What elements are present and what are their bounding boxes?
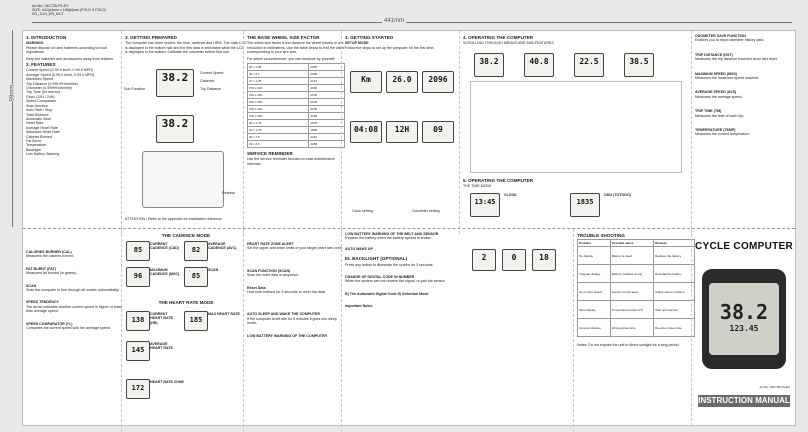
width-dimension (32, 22, 792, 23)
table-row (578, 247, 695, 265)
feature-item: Current Speed (0-99.9 km/h, 0-99.9 MPH) (26, 68, 93, 73)
code-lcd (472, 249, 496, 271)
hr-label: AVERAGE HEART RATE (150, 342, 173, 351)
bottom-panel (23, 228, 795, 426)
manual-sheet (22, 30, 796, 426)
table-cell: 20 x 1.75 (248, 120, 309, 127)
warning-item: Please dispose of used batteries according to local regulations. (26, 45, 107, 55)
belt-battery-text: Replace the battery when the battery symbol is shown. (345, 236, 433, 241)
feature-item: Low Battery Warning (26, 152, 60, 157)
sleep-heading: AUTO SLEEP AND WAKE THE COMPUTER (247, 312, 321, 317)
feature-item: Auto Start / Stop (26, 108, 53, 113)
code-lcd-value: 18 (539, 253, 549, 262)
clock-label: CLOCK (504, 193, 517, 197)
intro-heading: 1. INTRODUCTION (26, 35, 67, 40)
troubleshooting-column (573, 229, 698, 432)
mount-diagram (142, 151, 224, 208)
cadence-lcd (126, 267, 150, 287)
service-text: Use the service reminder function to track maintenance intervals. (247, 157, 335, 166)
code-lcd (502, 249, 526, 271)
reset-text: Hold both buttons for 3 seconds to reset trip data. (247, 290, 326, 295)
cover-device-screen (709, 283, 780, 355)
cadence-lcd (126, 241, 150, 261)
max-speed-text: Measures the maximum speed reached. (695, 76, 760, 81)
avg-speed-heading: AVERAGE SPEED (AVS) (695, 90, 737, 95)
cover-art-number: Art.No.: MC735-FS-EX (759, 385, 790, 389)
top-panel (23, 31, 795, 228)
feature-item: Fat Burnt (26, 138, 41, 143)
prepared-column (121, 31, 250, 234)
scan-function-heading: SCAN FUNCTION (SCAN) (247, 268, 291, 273)
setup-lcd-value: 12H (394, 125, 410, 134)
table-cell: Sensor too far away (610, 283, 653, 301)
flow-diagram (470, 81, 682, 173)
table-row (248, 106, 345, 113)
operating-column (459, 31, 698, 234)
hr-lcd (126, 311, 150, 331)
table-row (248, 71, 345, 78)
attention-note: ATTENTION ! Refer to the appendix for installation reference (125, 217, 222, 221)
setup-caption: Odometer setting (412, 209, 440, 213)
operating-sub: SCROLLING THROUGH MENUS AND SUB-FEATURES (463, 41, 554, 46)
hr-lcd-value: 145 (131, 346, 145, 354)
table-row (248, 134, 345, 141)
hr-label: HEART RATE ZONE (150, 380, 184, 384)
flow-lcd-value: 40.8 (529, 57, 549, 66)
backlight-text: Press any button to illuminate the screen for 3 seconds. (345, 262, 434, 267)
hr-heading: THE HEART RATE MODE (158, 300, 214, 305)
fat-heading: FAT BURNT (FAT) (26, 266, 57, 271)
temperature-text: Measures the current temperature. (695, 132, 751, 137)
trouble-heading: TROUBLE SHOOTING (577, 233, 625, 238)
table-cell: 700 x 25C (248, 92, 309, 99)
feature-item: Calories Burned (26, 134, 52, 139)
setup-lcd (386, 71, 418, 93)
warning-item: Keep the batteries and accessories away from children. (26, 56, 115, 61)
clock-lcd-value: 13:45 (474, 198, 496, 206)
flow-lcd (474, 53, 504, 77)
flow-lcd (574, 53, 604, 77)
table-row (248, 127, 345, 134)
wheel-text: The wheel size factor is the distance the wheel travels in one revolution in millimetres. Use the table below to find the value corresponding to your tyre size. (247, 41, 345, 55)
cadence-heading: THE CADENCE MODE (161, 233, 211, 238)
code-lcd (532, 249, 556, 271)
table-cell: 2161 (309, 78, 345, 85)
table-cell: Irregular display (578, 265, 611, 283)
feature-item: Clock (12H / 24H) (26, 94, 55, 99)
table-cell: 2155 (309, 106, 345, 113)
table-cell: 700 x 23C (248, 85, 309, 92)
odo-lcd (570, 193, 600, 217)
trip-time-text: Measures the time of each trip. (695, 113, 745, 118)
table-header-row (578, 240, 695, 247)
cover-title: CYCLE COMPUTER (694, 241, 794, 252)
prepared-lcd2-value: 38.2 (161, 117, 189, 130)
backlight-heading: EL BACKLIGHT (OPTIONAL) (345, 256, 408, 262)
hr-lcd (184, 311, 208, 331)
lowbat-heading: LOW BATTERY WARNING OF THE COMPUTER (247, 333, 327, 338)
table-cell: Wrong wheel size (610, 319, 653, 337)
hr-label: CURRENT HEART RATE (HR) (150, 312, 173, 325)
hr-label: MAX HEART RATE (208, 312, 240, 316)
auto-digital-heading: B) The Automatic Digital Code ID Selection Mode (345, 291, 429, 296)
feature-item: Trip Distance (0-999.99 km/mile) (26, 81, 78, 86)
cadence-label: SCAN (208, 268, 219, 272)
scan-function-text: Scan the main data in sequence. (247, 273, 300, 278)
trouble-table (577, 239, 695, 337)
features-heading: 2. FEATURES (26, 62, 56, 68)
prepared-lcd-second (156, 115, 194, 143)
flow-lcd (524, 53, 554, 77)
feature-item: Maximum Speed (26, 77, 53, 82)
height-dimension (12, 30, 13, 227)
table-cell: Battery is dead (610, 247, 653, 265)
time-mode-label: THE TIME MODE (463, 184, 492, 188)
warning-label: WARNING (26, 41, 44, 46)
table-cell: 2136 (309, 99, 345, 106)
code-lcd-value: 2 (481, 253, 487, 262)
table-row (248, 120, 345, 127)
table-cell: Battery installed wrong (610, 265, 653, 283)
table-row (578, 283, 695, 301)
prepared-heading: 3. GETTING PREPARED (125, 35, 177, 40)
callout-label: Current Speed (200, 71, 224, 75)
table-cell: 2105 (309, 92, 345, 99)
setup-lcd-value: Km (361, 75, 371, 84)
table-cell: Replace the battery (654, 247, 695, 265)
callout-label: Trip Distance (200, 87, 222, 91)
operating-heading: 4. OPERATING THE COMPUTER (463, 35, 534, 40)
speed-tendency-text: The arrow indicates whether current speed is higher or lower than average speed. (26, 304, 123, 314)
temperature-heading: TEMPERATURE (TEMP) (695, 128, 736, 133)
feature-item: Scan function (26, 103, 48, 108)
hr-alert-heading: HEART RATE ZONE ALERT (247, 242, 294, 246)
clock-lcd (470, 193, 500, 217)
odo-label: ODO (TOTODO) (604, 193, 631, 197)
calories-heading: CALORIES BURNED (CAL) (26, 250, 72, 254)
feature-item: Odometer (0-99999 km/mile) (26, 86, 72, 91)
feature-item: Total Distance (26, 112, 49, 117)
cadence-label: MAXIMUM CADENCE (MXC) (150, 268, 180, 277)
feature-item: Average Heart Rate (26, 125, 58, 130)
hr-lcd-value: 185 (189, 316, 203, 324)
setup-lcd (350, 71, 382, 93)
battery-column (341, 229, 580, 432)
wheel-heading: THE BASE WHEEL SIZE FACTOR (247, 35, 320, 40)
table-row (578, 265, 695, 283)
callout-label: Sub Function (124, 87, 146, 91)
height-dimension-label: 99mm (9, 84, 16, 102)
table-cell: Incorrect display (578, 319, 611, 337)
extra-functions-column (23, 229, 127, 432)
hr-alert-text: Set the upper and lower limits of your target heart rate zone. (247, 246, 343, 251)
prepared-lcd-value: 38.2 (161, 71, 189, 84)
speed-tendency-heading: SPEED TENDENCY (26, 300, 59, 305)
table-cell: 700 x 38C (248, 113, 309, 120)
functions-column (691, 31, 802, 234)
started-column (341, 31, 466, 234)
trip-distance-heading: TRIP DISTANCE (DST) (695, 52, 733, 57)
setup-lcd (350, 121, 382, 143)
flow-lcd-value: 38.5 (629, 57, 649, 66)
setup-label: SETUP MODE (345, 41, 369, 46)
table-cell: 29 x 2.1 (248, 141, 309, 148)
trip-distance-text: Measures the trip distance travelled since last reset. (695, 57, 778, 62)
table-row (578, 319, 695, 337)
section5-heading: 5. OPERATING THE COMPUTER (463, 178, 534, 183)
setup-lcd (386, 121, 418, 143)
table-cell: Temperature below 0°C (610, 301, 653, 319)
table-cell: No display (578, 247, 611, 265)
table-row (248, 92, 345, 99)
wheel-column (243, 31, 348, 234)
hr-lcd (126, 341, 150, 361)
header-info (32, 4, 106, 17)
belt-battery-heading: LOW BATTERY WARNING OF THE BELT AND SENSOR (345, 232, 439, 236)
hr-lcd-value: 172 (131, 384, 145, 392)
header-line1: Art.No.: MC735-FS-EX (32, 4, 69, 8)
avg-speed-text: Measures the average speed. (695, 94, 743, 99)
max-speed-heading: MAXIMUM SPEED (MXS) (695, 71, 737, 76)
scan-heading: SCAN (26, 283, 37, 288)
width-dimension-label: 441mm (384, 18, 405, 24)
prepared-lcd (156, 69, 194, 97)
hr-zone-column (243, 229, 348, 432)
flow-lcd (624, 53, 654, 77)
code-lcd-value: 0 (511, 253, 517, 262)
table-cell: 1890 (309, 127, 345, 134)
table-cell: 27 x 1.25 (248, 78, 309, 85)
hr-lcd (126, 379, 150, 399)
odo-save-heading: ODOMETER SAVE FUNCTION (695, 34, 746, 38)
cadence-lcd (184, 267, 208, 287)
intro-column (23, 31, 127, 234)
table-row (248, 113, 345, 120)
feature-item: Heart Rate (26, 121, 44, 126)
wheel-table (247, 63, 345, 148)
table-cell: 26 x 1.95 (248, 64, 309, 71)
setup-text: Follow the steps to set up the computer for the first time. (345, 45, 435, 50)
cover-screen-sub: 123.45 (729, 324, 759, 333)
table-cell: 700 x 28C (248, 99, 309, 106)
comparator-text: Compares the current speed with the average speed. (26, 326, 111, 331)
feature-item: Temperature (26, 143, 47, 148)
cadence-lcd-value: 82 (191, 246, 201, 254)
trip-time-heading: TRIP TIME (TM) (695, 109, 722, 114)
table-cell: 2288 (309, 141, 345, 148)
release-label: Release (222, 191, 236, 195)
table-row (248, 141, 345, 148)
table-cell: 26 x 2.1 (248, 71, 309, 78)
cover-banner: INSTRUCTION MANUAL (698, 396, 790, 405)
table-header: Possible cause (610, 240, 653, 247)
callout-label: Cadence (200, 79, 215, 83)
table-cell: Re-enter wheel size (654, 319, 695, 337)
flow-lcd-value: 22.5 (579, 57, 599, 66)
table-cell: Slow display (578, 301, 611, 319)
table-header: Problem (578, 240, 611, 247)
table-header: Remedy (654, 240, 695, 247)
table-cell: 2010 (309, 134, 345, 141)
setup-lcd-value: 04:08 (353, 125, 379, 134)
fat-text: Measures fat burned (in grams). (26, 271, 78, 276)
feature-item: Speed Comparator (26, 99, 57, 104)
header-line2: SIZE: 441(w)mm x 198(h)mm (FOLD X FOLD) (32, 8, 107, 13)
table-row (248, 64, 345, 71)
feature-item: Maximum Heart Rate (26, 130, 60, 135)
header-line3: SG_1124_EN_MCT (32, 12, 64, 17)
sleep-text: If the computer is left idle for 5 minutes it goes into sleep mode. (247, 316, 337, 326)
calories-text: Measures the calories burned. (26, 254, 75, 259)
cover-screen-value: 38.2 (719, 300, 769, 324)
feature-item: Automatic Save (26, 116, 52, 121)
table-row (248, 85, 345, 92)
odo-lcd-value: 1835 (576, 198, 594, 206)
table-cell: No current speed (578, 283, 611, 301)
feature-item: Backlight (26, 147, 41, 152)
table-cell: 2068 (309, 71, 345, 78)
odo-save-text: Enables you to input odometer history data. (695, 38, 765, 43)
change-code-text: When the system can not receive the signal, re-pair the sensor. (345, 279, 446, 284)
setup-lcd (422, 121, 454, 143)
table-row (248, 78, 345, 85)
table-cell: 1515 (309, 120, 345, 127)
setup-lcd (422, 71, 454, 93)
scan-text: Scan the computer in turn through all modes automatically. (26, 288, 120, 293)
comparator-heading: SPEED COMPARATOR (+/-) (26, 321, 73, 326)
service-heading: SERVICE REMINDER (247, 151, 293, 157)
table-cell: 24 x 1.75 (248, 127, 309, 134)
table-cell: Wait until warmer (654, 301, 695, 319)
started-heading: 3. GETTING STARTED (345, 35, 394, 40)
cadence-label: CURRENT CADENCE (CAD) (150, 242, 179, 251)
prepared-text: The computer has three modes: the time, cadence and HRM. The main LCD is displayed in the bottom half and the few data is selectable while the LCD is displayed in the bottom. Calibrate the odometer before first use. (125, 41, 247, 55)
cadence-lcd-value: 85 (191, 272, 201, 280)
feature-item: Trip Time (hh:mm:ss) (26, 90, 60, 95)
flow-lcd-value: 38.2 (479, 57, 499, 66)
setup-caption: Clock setting (352, 209, 373, 213)
hr-lcd-value: 138 (131, 316, 145, 324)
cadence-lcd-value: 96 (133, 272, 143, 280)
table-cell: Reinstall the battery (654, 265, 695, 283)
trouble-appendix: Notes: Do not expose the unit to direct sunlight for a long period. (577, 343, 680, 348)
setup-lcd-value: 2096 (428, 75, 448, 84)
table-cell: 2050 (309, 64, 345, 71)
table-row (248, 99, 345, 106)
cover-device (702, 269, 786, 369)
auto-wake-heading: AUTO WAKE UP (345, 246, 373, 251)
table-cell: 2096 (309, 85, 345, 92)
setup-lcd-value: 26.0 (392, 75, 412, 84)
table-row (578, 301, 695, 319)
table-cell: 2180 (309, 113, 345, 120)
table-cell: Adjust sensor position (654, 283, 695, 301)
cover-column (691, 229, 796, 426)
setup-lcd-value: 09 (433, 125, 443, 134)
change-code-heading: CHANGE OF DIGITAL CODE IN NUMBER (345, 275, 415, 280)
reset-heading: Reset Data (247, 285, 266, 290)
table-cell: 26 x 1.5 (248, 134, 309, 141)
cadence-column (121, 229, 250, 432)
cadence-lcd (184, 241, 208, 261)
table-cell: 700 x 32C (248, 106, 309, 113)
cadence-label: AVERAGE CADENCE (AVC) (208, 242, 237, 251)
feature-item: Average Speed (0-99.9 km/h, 0-99.9 MPH) (26, 72, 95, 77)
notes-heading: Important Notes (345, 304, 373, 309)
cadence-lcd-value: 85 (133, 246, 143, 254)
wheel-example: For wheel circumference, you can measure by yourself. (247, 56, 336, 61)
